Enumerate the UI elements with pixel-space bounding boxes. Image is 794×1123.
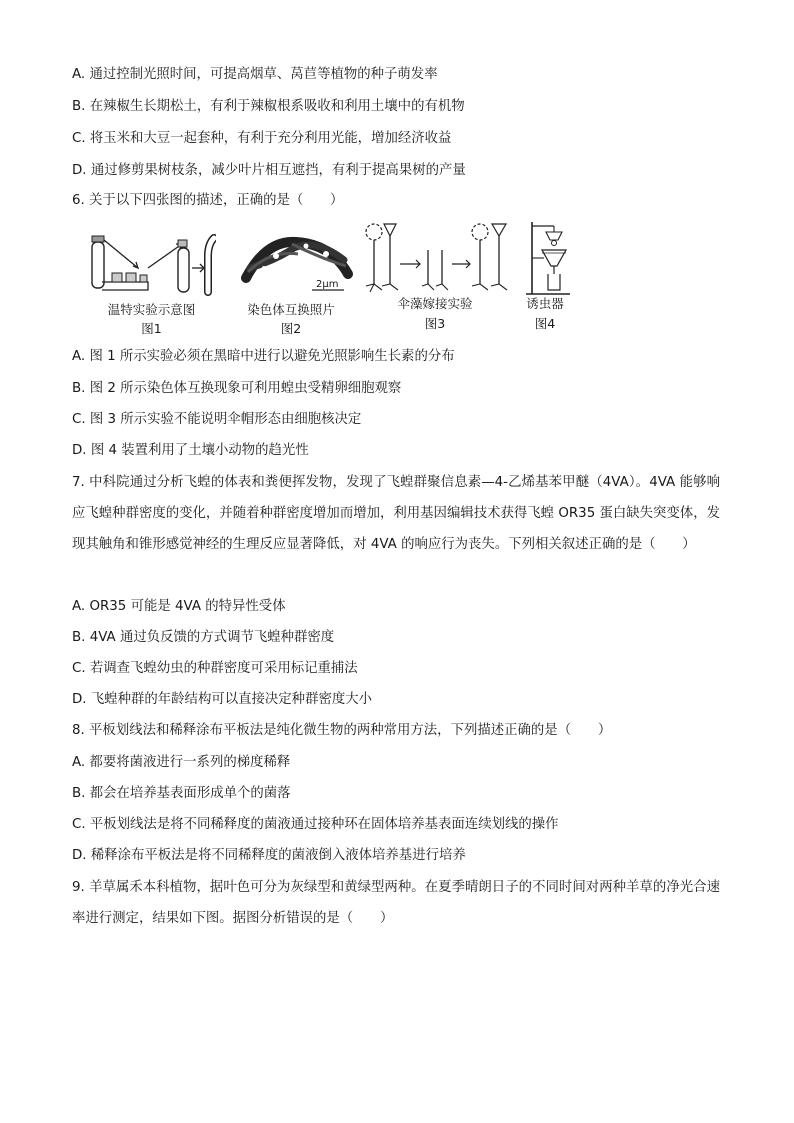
figure-1-label: 图1 — [141, 321, 162, 336]
went-experiment-diagram — [86, 220, 216, 300]
q6-option-c: C. 图 3 所示实验不能说明伞帽形态由细胞核决定 — [72, 412, 362, 427]
q6-option-d: D. 图 4 装置利用了土壤小动物的趋光性 — [72, 443, 309, 458]
q8-option-b: B. 都会在培养基表面形成单个的菌落 — [72, 786, 291, 801]
figure-3-caption: 伞藻嫁接实验 — [397, 296, 473, 311]
q7-stem: 7. 中科院通过分析飞蝗的体表和粪便挥发物，发现了飞蝗群聚信息素—4-乙烯基苯甲醚（4VA）。4VA 能够响应飞蝗种群密度的变化，并随着种群密度增加而增加，利用基因编辑技术获得飞蝗 OR35 蛋白缺失突变体，发现其触角和锥形感觉神经的生理反应显著降低，对 4VA 的响应行为丧失。下列相关叙述正确的是（ ） — [72, 475, 720, 552]
figure-3-label: 图3 — [424, 316, 446, 331]
q7-option-a: A. OR35 可能是 4VA 的特异性受体 — [72, 599, 286, 614]
q9-stem: 9. 羊草属禾本科植物，据叶色可分为灰绿型和黄绿型两种。在夏季晴朗日子的不同时间对两种羊草的净光合速率进行测定，结果如下图。据图分析错误的是（ ） — [72, 880, 720, 926]
q8-option-c: C. 平板划线法是将不同稀释度的菌液通过接种环在固体培养基表面连续划线的操作 — [72, 817, 559, 832]
q7-option-b: B. 4VA 通过负反馈的方式调节飞蝗种群密度 — [72, 630, 335, 645]
q5-option-b: B. 在辣椒生长期松土，有利于辣椒根系吸收和利用土壤中的有机物 — [72, 99, 465, 114]
q6-option-b: B. 图 2 所示染色体互换现象可利用蝗虫受精卵细胞观察 — [72, 381, 402, 396]
q6-option-a: A. 图 1 所示实验必须在黑暗中进行以避免光照影响生长素的分布 — [72, 349, 455, 364]
q8-option-d: D. 稀释涂布平板法是将不同稀释度的菌液倒入液体培养基进行培养 — [72, 848, 466, 863]
q8-option-a: A. 都要将菌液进行一系列的梯度稀释 — [72, 755, 291, 770]
q6-stem: 6. 关于以下四张图的描述，正确的是（ ） — [72, 193, 344, 208]
q5-option-d: D. 通过修剪果树枝条，减少叶片相互遮挡，有利于提高果树的产量 — [72, 163, 466, 178]
figure-4 — [524, 220, 574, 335]
figure-4-label: 图4 — [534, 316, 556, 331]
q7-option-c: C. 若调查飞蝗幼虫的种群密度可采用标记重捕法 — [72, 661, 358, 676]
figure-4-caption: 诱虫器 — [526, 296, 564, 311]
figure-2-caption: 染色体互换照片 — [247, 302, 335, 317]
q7-option-d: D. 飞蝗种群的年龄结构可以直接决定种群密度大小 — [72, 692, 373, 707]
q8-stem: 8. 平板划线法和稀释涂布平板法是纯化微生物的两种常用方法，下列描述正确的是（ ） — [72, 723, 612, 738]
figure-1-caption: 温特实验示意图 — [107, 302, 196, 317]
scale-bar-label: 2μm — [316, 279, 339, 290]
q5-option-c: C. 将玉米和大豆一起套种，有利于充分利用光能，增加经济收益 — [72, 131, 452, 146]
q5-option-a: A. 通过控制光照时间，可提高烟草、莴苣等植物的种子萌发率 — [72, 67, 438, 82]
berlese-funnel-diagram — [524, 220, 574, 298]
figure-3 — [362, 220, 512, 335]
figure-2-label: 图2 — [280, 321, 302, 336]
figure-1 — [86, 220, 216, 335]
figure-2 — [236, 220, 356, 335]
acetabularia-grafting-diagram — [362, 220, 512, 300]
